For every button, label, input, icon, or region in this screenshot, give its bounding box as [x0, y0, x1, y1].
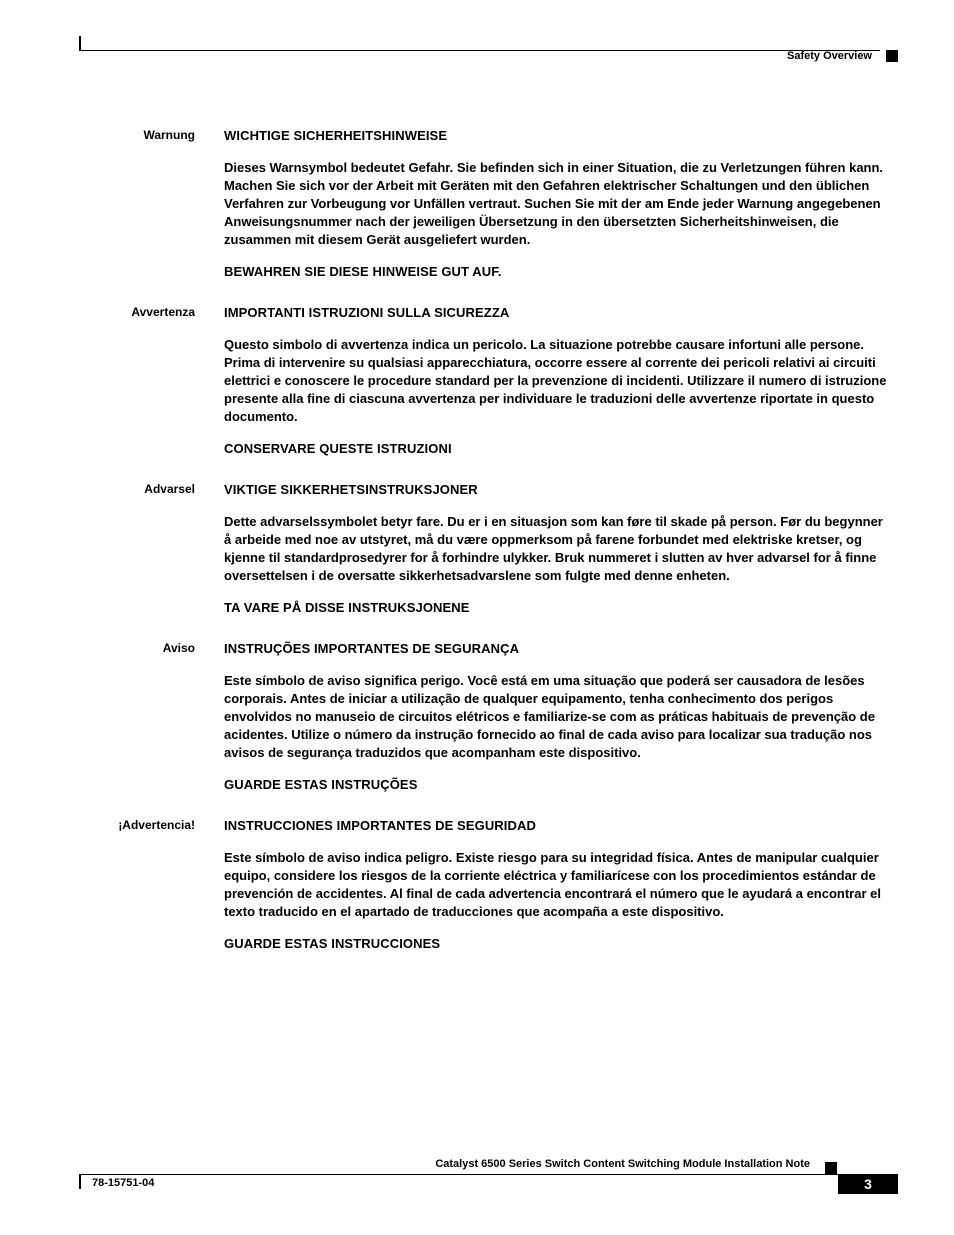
- warning-label: Aviso: [162, 641, 195, 655]
- warning-label: Advarsel: [144, 482, 195, 496]
- warning-closing: CONSERVARE QUESTE ISTRUZIONI: [224, 441, 452, 456]
- warning-block: [0, 640, 954, 794]
- footer-document-number: 78-15751-04: [92, 1177, 155, 1189]
- warning-heading: VIKTIGE SIKKERHETSINSTRUKSJONER: [224, 482, 478, 497]
- footer-document-title: Catalyst 6500 Series Switch Content Switching Module Installation Note: [435, 1158, 810, 1170]
- warning-label: ¡Advertencia!: [118, 818, 195, 832]
- warning-heading: INSTRUCCIONES IMPORTANTES DE SEGURIDAD: [224, 818, 536, 833]
- warnings-list: [0, 127, 954, 976]
- page-number: 3: [838, 1174, 898, 1194]
- running-header-title: Safety Overview: [787, 50, 872, 62]
- warning-text: Dieses Warnsymbol bedeutet Gefahr. Sie befinden sich in einer Situation, die zu Verletzungen führen kann. Machen Sie sich vor der Arbeit mit Geräten mit den Gefahren elektrischer Schaltungen und den üblichen Verfahren zur Vorbeugung vor Unfällen vertraut. Suchen Sie mit der am Ende jeder Warnung angegebenen Anweisungsnummer nach der jeweiligen Übersetzung in den übersetzten Sicherheitshinweisen, die zusammen mit diesem Gerät ausgeliefert wurden.: [224, 160, 884, 247]
- warning-block: [0, 481, 954, 617]
- warning-heading: WICHTIGE SICHERHEITSHINWEISE: [224, 128, 448, 143]
- warning-body: [224, 481, 890, 617]
- warning-text: Dette advarselssymbolet betyr fare. Du er i en situasjon som kan føre til skade på person. Før du begynner å arbeide med noe av utstyret, må du være oppmerksom på farene forbundet med elektriske kretser, og kjenne til standardprosedyrer for å forhindre ulykker. Bruk nummeret i slutten av hver advarsel for å finne oversettelsen i de oversatte sikkerhetsadvarslene som fulgte med denne enheten.: [224, 514, 883, 583]
- warning-text: Questo simbolo di avvertenza indica un pericolo. La situazione potrebbe causare infortuni alle persone. Prima di intervenire su qualsiasi apparecchiatura, occorre essere al corrente dei pericoli relativi ai circuiti elettrici e conoscere le procedure standard per la prevenzione di incidenti. Utilizzare il numero di istruzione presente alla fine di ciascuna avvertenza per individuare le traduzioni delle avvertenze riportate in questo documento.: [224, 337, 887, 424]
- warning-body: [224, 127, 890, 281]
- warning-heading: IMPORTANTI ISTRUZIONI SULLA SICUREZZA: [224, 305, 510, 320]
- warning-label: Warnung: [143, 128, 195, 142]
- warning-block: [0, 127, 954, 281]
- warning-text: Este símbolo de aviso indica peligro. Existe riesgo para su integridad física. Antes de manipular cualquier equipo, considere los riesgos de la corriente eléctrica y familiarícese con los procedimientos estándar de prevención de accidentes. Al final de cada advertencia encontrará el número que le ayudará a encontrar el texto traducido en el apartado de traducciones que acompaña a este dispositivo.: [224, 850, 881, 919]
- header-corner-mark: [79, 36, 81, 51]
- footer-square-mark: [825, 1162, 837, 1174]
- warning-closing: GUARDE ESTAS INSTRUÇÕES: [224, 777, 418, 792]
- warning-label: Avvertenza: [131, 305, 195, 319]
- warning-text: Este símbolo de aviso significa perigo. Você está em uma situação que poderá ser causadora de lesões corporais. Antes de iniciar a utilização de qualquer equipamento, tenha conhecimento dos perigos envolvidos no manuseio de circuitos elétricos e familiarize-se com as práticas habituais de prevenção de acidentes. Utilize o número da instrução fornecido ao final de cada aviso para localizar sua tradução nos avisos de segurança traduzidos que acompanham este dispositivo.: [224, 673, 875, 760]
- warning-body: [224, 817, 890, 953]
- warning-block: [0, 304, 954, 458]
- warning-body: [224, 640, 890, 794]
- warning-heading: INSTRUÇÕES IMPORTANTES DE SEGURANÇA: [224, 641, 520, 656]
- warning-closing: TA VARE PÅ DISSE INSTRUKSJONENE: [224, 600, 470, 615]
- header-square-mark: [886, 50, 898, 62]
- footer-corner-mark: [79, 1174, 81, 1189]
- warning-block: [0, 817, 954, 953]
- warning-body: [224, 304, 890, 458]
- warning-closing: BEWAHREN SIE DIESE HINWEISE GUT AUF.: [224, 264, 502, 279]
- footer-rule: [79, 1174, 838, 1175]
- warning-closing: GUARDE ESTAS INSTRUCCIONES: [224, 936, 441, 951]
- header-rule: [79, 50, 880, 51]
